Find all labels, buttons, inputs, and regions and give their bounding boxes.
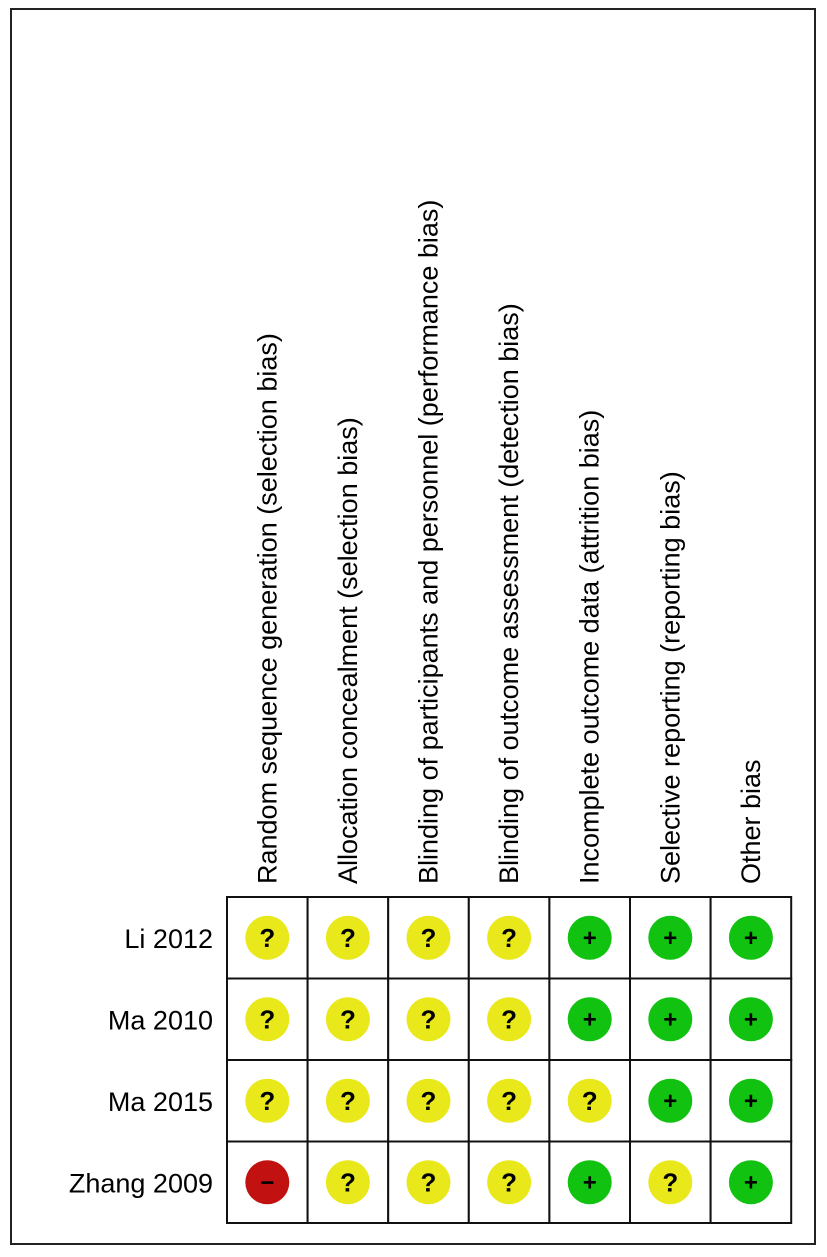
judgement-low-mark (568, 916, 612, 960)
judgement-symbol: ? (420, 1167, 437, 1198)
judgement-unclear-mark (487, 1160, 531, 1204)
judgement-symbol: ? (420, 1085, 437, 1116)
column-label: Selective reporting (reporting bias) (655, 471, 686, 884)
judgement-symbol: + (663, 1006, 678, 1034)
judgement-unclear-mark (245, 997, 289, 1041)
column-label: Blinding of participants and personnel (performance bias) (413, 199, 444, 884)
judgement-symbol: + (743, 1006, 758, 1034)
judgement-symbol: − (260, 1169, 275, 1197)
judgement-symbol: ? (501, 1085, 518, 1116)
column-label: Blinding of outcome assessment (detection bias) (494, 303, 525, 884)
judgement-low-mark (729, 997, 773, 1041)
column-label: Allocation concealment (selection bias) (332, 417, 363, 884)
column-label: Random sequence generation (selection bias) (252, 333, 283, 884)
judgement-symbol: + (582, 924, 597, 952)
study-label: Ma 2015 (107, 1086, 213, 1117)
judgement-low-mark (729, 1160, 773, 1204)
judgement-unclear-mark (326, 1160, 370, 1204)
judgement-symbol: + (663, 924, 678, 952)
judgement-unclear-mark (648, 1160, 692, 1204)
judgement-unclear-mark (326, 997, 370, 1041)
study-label: Zhang 2009 (68, 1168, 213, 1199)
judgement-unclear-mark (326, 916, 370, 960)
judgement-symbol: ? (501, 1167, 518, 1198)
judgement-symbol: + (743, 1087, 758, 1115)
judgement-unclear-mark (487, 916, 531, 960)
judgement-symbol: ? (581, 1085, 598, 1116)
column-label: Other bias (735, 759, 766, 884)
column-labels (252, 200, 766, 884)
judgement-unclear-mark (407, 1160, 451, 1204)
judgement-symbol: ? (662, 1167, 679, 1198)
judgement-symbol: ? (339, 922, 356, 953)
judgement-unclear-mark (326, 1079, 370, 1123)
judgement-symbol: ? (259, 1085, 276, 1116)
judgement-low-mark (648, 916, 692, 960)
judgement-low-mark (729, 916, 773, 960)
column-label: Incomplete outcome data (attrition bias) (574, 409, 605, 884)
judgement-symbol: + (743, 924, 758, 952)
judgement-symbol: ? (501, 1004, 518, 1035)
judgement-low-mark (648, 997, 692, 1041)
judgement-symbol: + (582, 1169, 597, 1197)
judgement-symbol: ? (259, 1004, 276, 1035)
judgement-symbol: ? (339, 1167, 356, 1198)
judgement-unclear-mark (568, 1079, 612, 1123)
judgement-low-mark (729, 1079, 773, 1123)
judgement-unclear-mark (245, 916, 289, 960)
judgement-symbol: ? (420, 1004, 437, 1035)
judgement-symbol: ? (339, 1085, 356, 1116)
judgement-low-mark (648, 1079, 692, 1123)
judgement-high-mark (245, 1160, 289, 1204)
judgement-symbol: + (743, 1169, 758, 1197)
row-labels (69, 924, 213, 1199)
judgement-unclear-mark (407, 997, 451, 1041)
judgement-unclear-mark (407, 1079, 451, 1123)
judgement-symbol: ? (501, 922, 518, 953)
judgement-symbol: + (582, 1006, 597, 1034)
study-label: Ma 2010 (107, 1005, 213, 1036)
judgement-unclear-mark (487, 1079, 531, 1123)
judgement-low-mark (568, 997, 612, 1041)
judgement-low-mark (568, 1160, 612, 1204)
judgement-symbol: ? (339, 1004, 356, 1035)
study-label: Li 2012 (124, 923, 213, 954)
judgement-symbol: + (663, 1087, 678, 1115)
judgement-symbol: ? (259, 922, 276, 953)
judgement-symbol: ? (420, 922, 437, 953)
judgement-unclear-mark (407, 916, 451, 960)
judgement-unclear-mark (487, 997, 531, 1041)
judgement-unclear-mark (245, 1079, 289, 1123)
